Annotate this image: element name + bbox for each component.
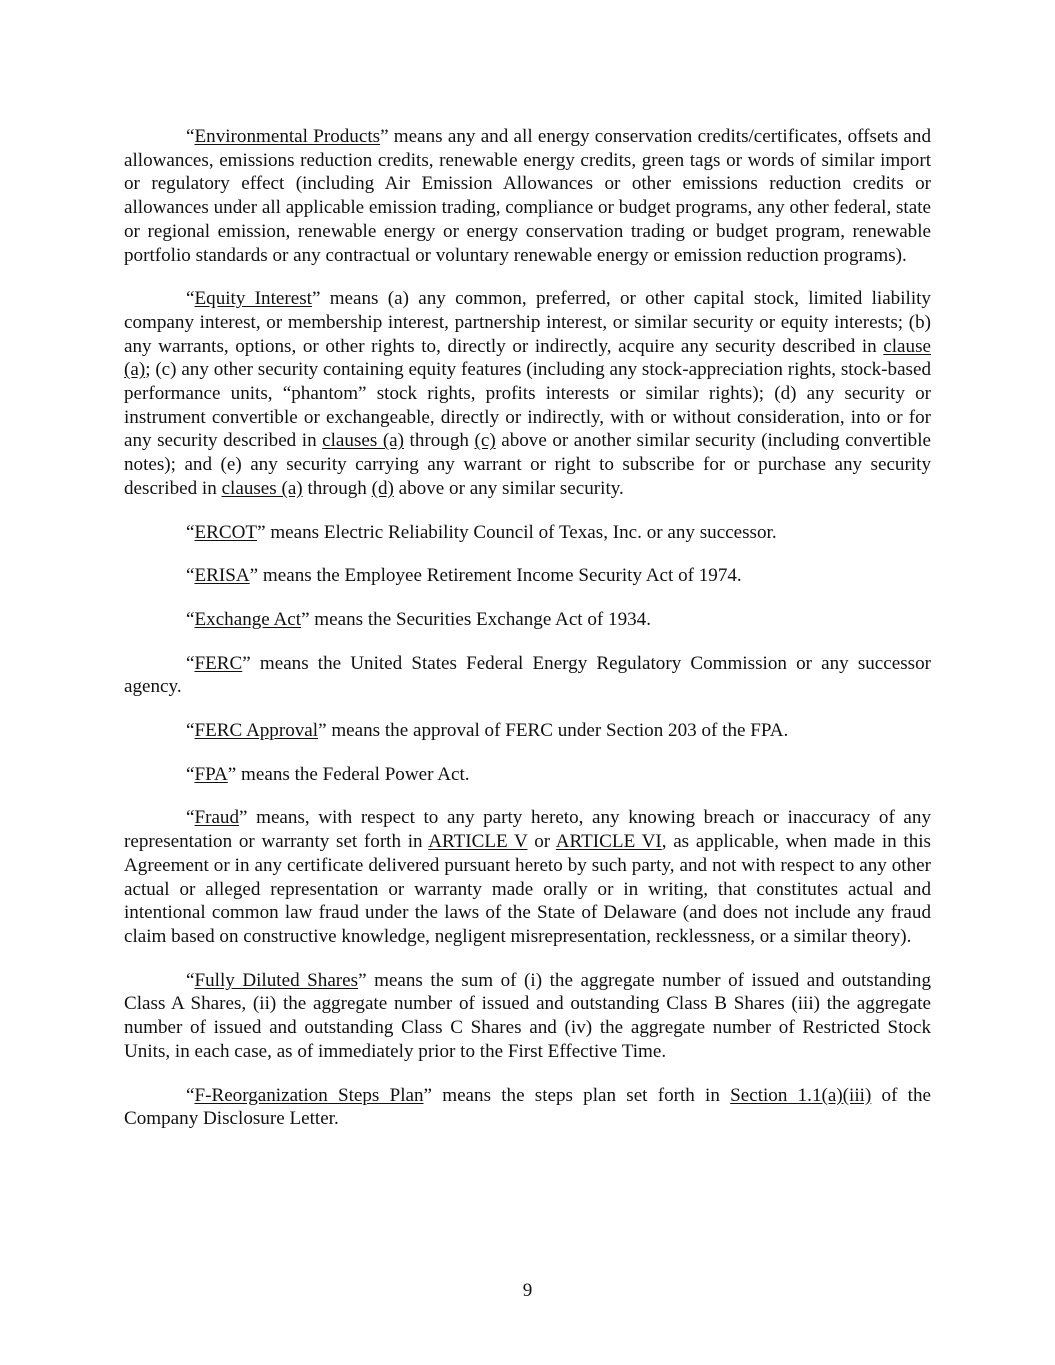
- underlined-text: (c): [474, 430, 496, 452]
- text-run: ” means the United States Federal Energy Regulatory Commission or any successor agency.: [124, 652, 931, 698]
- underlined-text: Equity Interest: [194, 288, 312, 310]
- definitions-list: [124, 125, 931, 1151]
- definition-paragraph: [124, 719, 931, 743]
- text-run: above or any similar security.: [393, 477, 624, 499]
- definition-paragraph: [124, 763, 931, 787]
- text-run: “: [186, 652, 195, 674]
- underlined-text: clauses (a): [322, 430, 405, 452]
- text-run: ” means the Federal Power Act.: [227, 763, 470, 785]
- text-run: , as applicable, when made in this Agreement or in any certificate delivered pursuant hereto by such party, and not with respect to any other actual or alleged representation or warranty made orally or in writing, that constitutes actual and intentional common law fraud under the laws of the State of Delaware (and does not include any fraud claim based on constructive knowledge, negligent misrepresentation, recklessness, or a similar theory).: [124, 831, 931, 947]
- text-run: “: [186, 288, 195, 310]
- text-run: “: [186, 969, 195, 991]
- text-run: “: [186, 521, 195, 543]
- text-run: “: [186, 565, 195, 587]
- text-run: ” means the sum of (i) the aggregate number of issued and outstanding Class A Shares, (ii) the aggregate number of issued and outstanding Class B Shares (iii) the aggregate number of issued and outstanding Class C Shares and (iv) the aggregate number of Restricted Stock Units, in each case, as of immediately prior to the First Effective Time.: [124, 969, 932, 1062]
- text-run: “: [186, 1084, 195, 1106]
- text-run: ” means the steps plan set forth in: [423, 1084, 731, 1106]
- text-run: or: [527, 831, 556, 853]
- text-run: ” means (a) any common, preferred, or other capital stock, limited liability company interest, or membership interest, partnership interest, or similar security or equity interests; (b) any warrants, options, or other rights to, directly or indirectly, acquire any security described in: [124, 288, 931, 357]
- text-run: ” means any and all energy conservation credits/certificates, offsets and allowances, emissions reduction credits, renewable energy credits, green tags or words of similar import or regulatory effect (including Air Emission Allowances or other emissions reduction credits or allowances under all applicable emission trading, compliance or budget programs, any other federal, state or regional emission, renewable energy or energy conservation trading or budget program, renewable portfolio standards or any contractual or voluntary renewable energy or emission reduction programs).: [124, 126, 931, 266]
- underlined-text: Fraud: [194, 807, 240, 829]
- definition-paragraph: [124, 806, 931, 948]
- text-run: above or another similar security (including convertible notes); and (e) any security carrying any warrant or right to subscribe for or purchase any security described in: [124, 430, 931, 499]
- text-run: through: [302, 477, 372, 499]
- definition-paragraph: [124, 1084, 931, 1131]
- definition-paragraph: [124, 608, 931, 632]
- text-run: ” means the Securities Exchange Act of 1934.: [301, 608, 652, 630]
- underlined-text: ARTICLE V: [428, 831, 528, 853]
- definition-paragraph: [124, 969, 931, 1064]
- underlined-text: FERC Approval: [194, 720, 319, 742]
- underlined-text: FPA: [194, 763, 228, 785]
- page-number: 9: [522, 1280, 533, 1301]
- definition-paragraph: [124, 125, 931, 267]
- text-run: “: [186, 807, 195, 829]
- text-run: ” means the Employee Retirement Income Security Act of 1974.: [249, 565, 742, 587]
- text-run: “: [186, 720, 195, 742]
- definition-paragraph: [124, 564, 931, 588]
- underlined-text: clauses (a): [221, 477, 303, 499]
- underlined-text: ARTICLE VI: [555, 831, 662, 853]
- text-run: “: [186, 126, 195, 147]
- text-run: through: [404, 430, 475, 452]
- definition-paragraph: [124, 652, 931, 699]
- underlined-text: (d): [371, 477, 394, 499]
- underlined-text: clause (a): [124, 335, 931, 381]
- text-run: of the Company Disclosure Letter.: [124, 1084, 931, 1130]
- definition-paragraph: [124, 287, 931, 500]
- underlined-text: Environmental Products: [194, 126, 381, 147]
- underlined-text: Exchange Act: [194, 608, 302, 630]
- underlined-text: F-Reorganization Steps Plan: [194, 1084, 424, 1106]
- text-run: “: [186, 608, 195, 630]
- text-run: ” means the approval of FERC under Section 203 of the FPA.: [318, 720, 789, 742]
- underlined-text: FERC: [194, 652, 243, 674]
- underlined-text: ERCOT: [194, 521, 258, 543]
- underlined-text: Fully Diluted Shares: [194, 969, 359, 991]
- text-run: ” means, with respect to any party hereto, any knowing breach or inaccuracy of any representation or warranty set forth in: [124, 807, 931, 853]
- underlined-text: ERISA: [194, 565, 250, 587]
- text-run: “: [186, 763, 195, 785]
- definition-paragraph: [124, 521, 931, 545]
- underlined-text: Section 1.1(a)(iii): [730, 1084, 872, 1106]
- text-run: ” means Electric Reliability Council of Texas, Inc. or any successor.: [257, 521, 777, 543]
- text-run: ; (c) any other security containing equity features (including any stock-appreciation rights, stock-based performance units, “phantom” stock rights, profits interests or similar rights); (d) any security or instrument convertible or exchangeable, directly or indirectly, with or without consideration, into or for any security described in: [124, 359, 931, 452]
